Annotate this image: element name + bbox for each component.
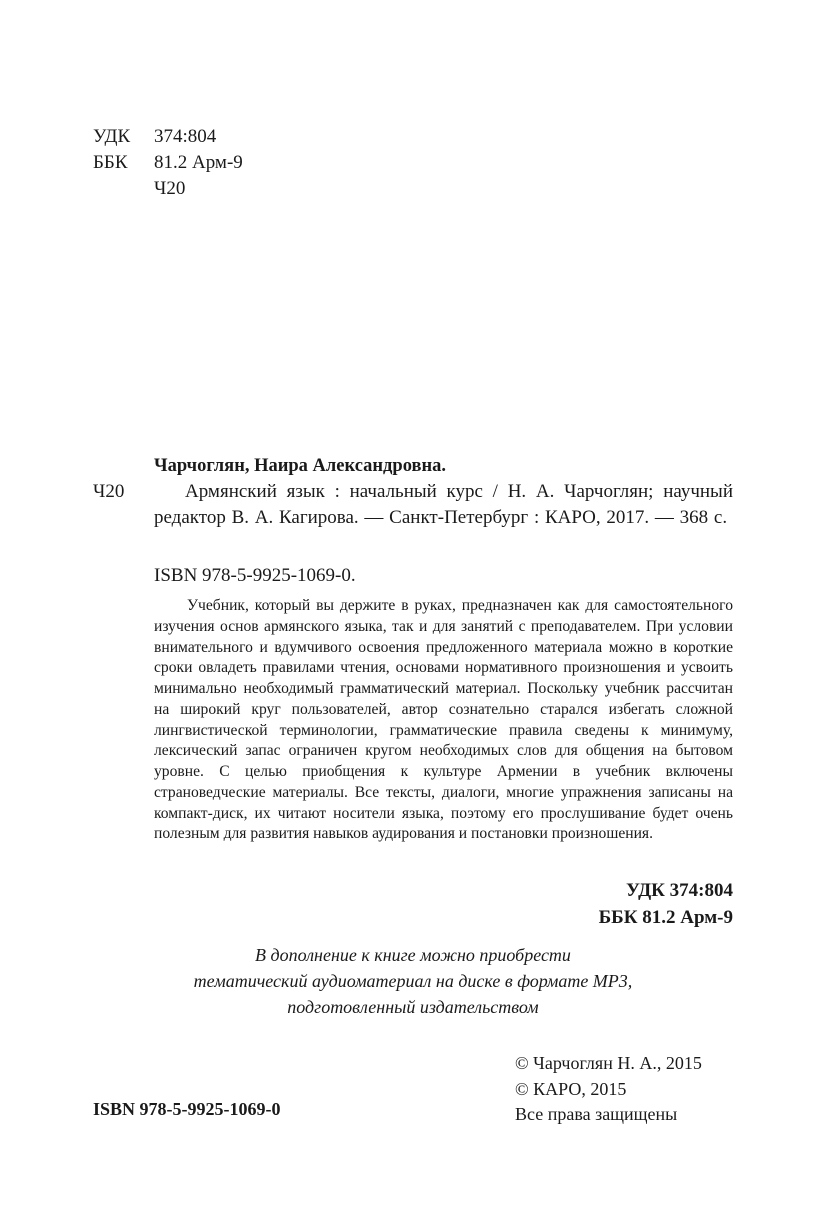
udk-row bbox=[93, 124, 243, 150]
annotation-paragraph: Учебник, который вы держите в руках, предназначен как для самостоятельного изучения основ армянского языка, так и для занятий с преподавателем. При условии внимательного и вдумчивого освоения предложенного материала можно в короткие сроки овладеть правилами чтения, основами нормативного произношения и усвоить минимально необходимый грамматический материал. Поскольку учебник рассчитан на широкий круг пользователей, автор сознательно старался избегать сложной лингвистической терминологии, грамматические правила сведены к минимуму, лексический запас ограничен кругом необходимых слов для общения на бытовом уровне. С целью приобщения к культуре Армении в учебник включены страноведческие материалы. Все тексты, диалоги, многие упражнения записаны на компакт-диск, их читают носители языка, поэтому его прослушивание будет очень полезным для развития навыков аудирования и постановки произношения. bbox=[154, 597, 733, 843]
bbk-value: 81.2 Арм-9 bbox=[154, 152, 243, 173]
isbn-footer: ISBN 978-5-9925-1069-0 bbox=[93, 1099, 281, 1119]
summary-bbk: ББК 81.2 Арм-9 bbox=[598, 907, 733, 928]
udk-value: 374:804 bbox=[154, 126, 217, 147]
author-heading: Чарчоглян, Наира Александровна. bbox=[154, 456, 447, 476]
isbn-record: ISBN 978-5-9925-1069-0. bbox=[154, 565, 356, 586]
supplement-note-line-1: В дополнение к книге можно приобрести bbox=[255, 945, 571, 965]
bbk-label: ББК bbox=[93, 152, 128, 173]
author-sign-row bbox=[93, 176, 243, 202]
supplement-note-line-2: тематический аудиоматериал на диске в формате MP3, bbox=[193, 971, 633, 991]
udk-label: УДК bbox=[93, 126, 131, 147]
supplement-note bbox=[93, 942, 733, 1020]
summary-udk: УДК 374:804 bbox=[626, 880, 733, 901]
bbk-row bbox=[93, 150, 243, 176]
copyright-publisher: © КАРО, 2015 bbox=[515, 1078, 627, 1099]
supplement-note-line-3: подготовленный издательством bbox=[287, 997, 539, 1017]
classification-codes bbox=[93, 124, 243, 202]
copyright-author: © Чарчоглян Н. А., 2015 bbox=[515, 1053, 702, 1073]
rights-reserved: Все права защищены bbox=[515, 1104, 678, 1124]
copyright-block bbox=[515, 1051, 702, 1128]
summary-codes bbox=[599, 877, 733, 931]
author-sign-margin: Ч20 bbox=[93, 481, 125, 502]
bibliographic-description: Армянский язык : начальный курс / Н. А. Чарчоглян; научный редактор В. А. Кагирова. — Санкт-Петербург : КАРО, 2017. — 368 с. bbox=[154, 481, 733, 528]
author-sign: Ч20 bbox=[154, 178, 186, 199]
